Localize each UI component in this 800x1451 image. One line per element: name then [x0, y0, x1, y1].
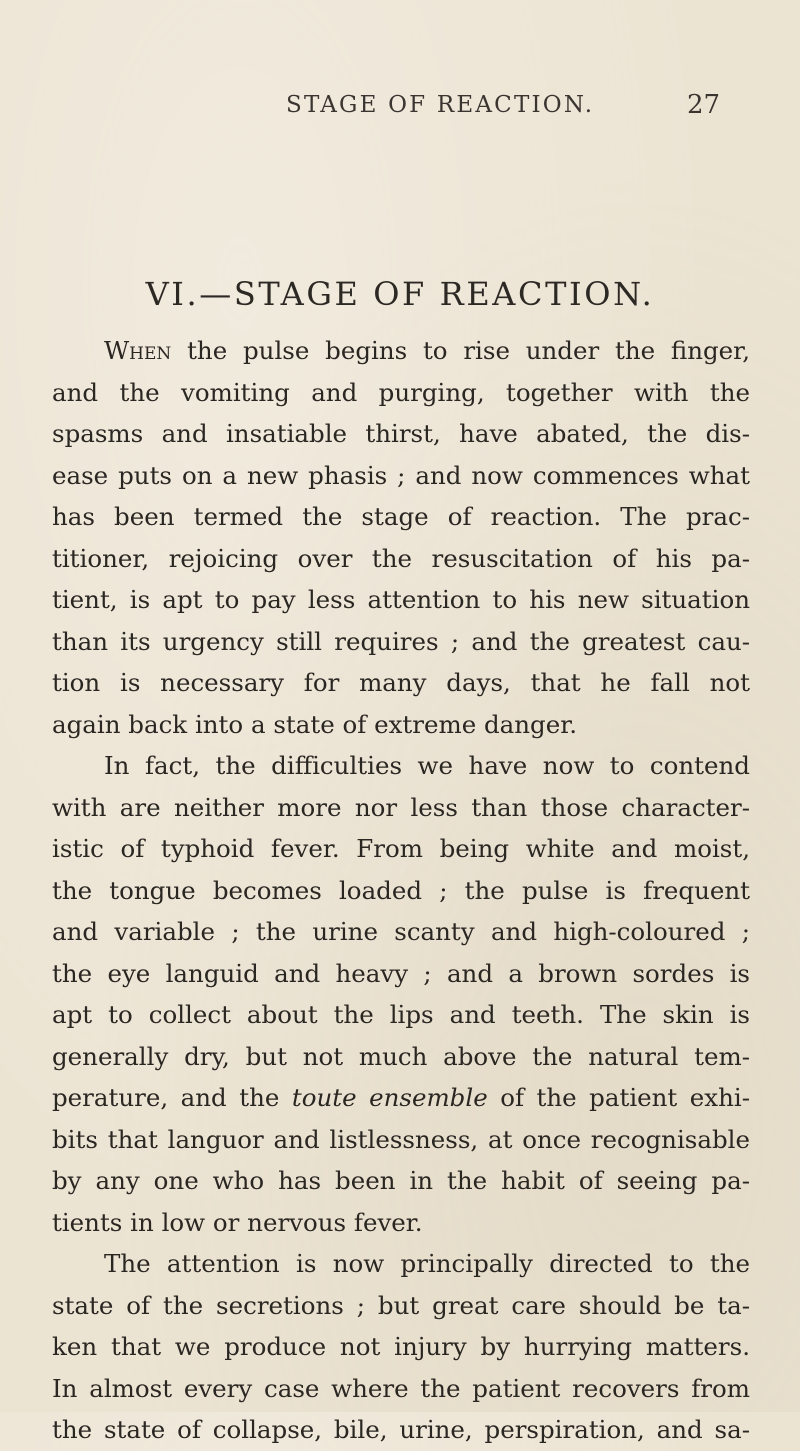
text-line [52, 330, 750, 372]
text-line: tion is necessary for many days, that he fall not [52, 668, 750, 697]
text-line: bits that languor and listlessness, at once recognisable [52, 1124, 750, 1154]
running-title: STAGE OF REACTION. [286, 92, 595, 118]
text-line: and the vomiting and purging, together with the [52, 377, 750, 407]
text-line: tient, is apt to pay less attention to his new situation [52, 585, 750, 614]
text-line: and variable ; the urine scanty and high-coloured ; [52, 917, 750, 946]
text-line [52, 1077, 750, 1119]
text-line: the eye languid and heavy ; and a brown sordes is [52, 958, 750, 988]
line-text: of the patient exhi- [487, 1083, 750, 1112]
text-line: tients in low or nervous fever. [52, 1207, 423, 1237]
line-text: perature, and the [52, 1083, 292, 1112]
text-line: ken that we produce not injury by hurrying matters. [52, 1332, 750, 1361]
text-line: apt to collect about the lips and teeth. The skin is [52, 1000, 750, 1029]
italic-phrase: toute ensemble [291, 1083, 488, 1112]
line-text: the pulse begins to rise under the finger, [171, 336, 750, 365]
page-number: 27 [687, 90, 721, 120]
text-line: again back into a state of extreme danger. [52, 709, 578, 739]
body-text [52, 330, 750, 1451]
text-line: than its urgency still requires ; and the greatest cau- [52, 626, 750, 656]
chapter-heading: VI.—STAGE OF REACTION. [145, 275, 655, 313]
text-line: state of the secretions ; but great care should be ta- [52, 1290, 750, 1320]
text-line: The attention is now principally directed to the [104, 1249, 750, 1278]
text-line: the tongue becomes loaded ; the pulse is frequent [52, 875, 750, 905]
text-line: In almost every case where the patient recovers from [52, 1373, 750, 1403]
drop-word: When [104, 336, 172, 365]
text-line: by any one who has been in the habit of seeing pa- [52, 1166, 750, 1195]
text-line: has been termed the stage of reaction. The prac- [52, 502, 750, 531]
text-line: titioner, rejoicing over the resuscitation of his pa- [52, 543, 750, 573]
running-head [0, 88, 800, 128]
text-line: with are neither more nor less than those character- [52, 792, 750, 822]
text-line: In fact, the difficulties we have now to contend [104, 751, 750, 780]
text-line: the state of collapse, bile, urine, perspiration, and sa- [52, 1415, 750, 1444]
text-line: spasms and insatiable thirst, have abated, the dis- [52, 419, 750, 448]
text-line: generally dry, but not much above the natural tem- [52, 1041, 750, 1071]
text-line: istic of typhoid fever. From being white and moist, [52, 834, 750, 863]
text-line: ease puts on a new phasis ; and now commences what [52, 460, 750, 490]
